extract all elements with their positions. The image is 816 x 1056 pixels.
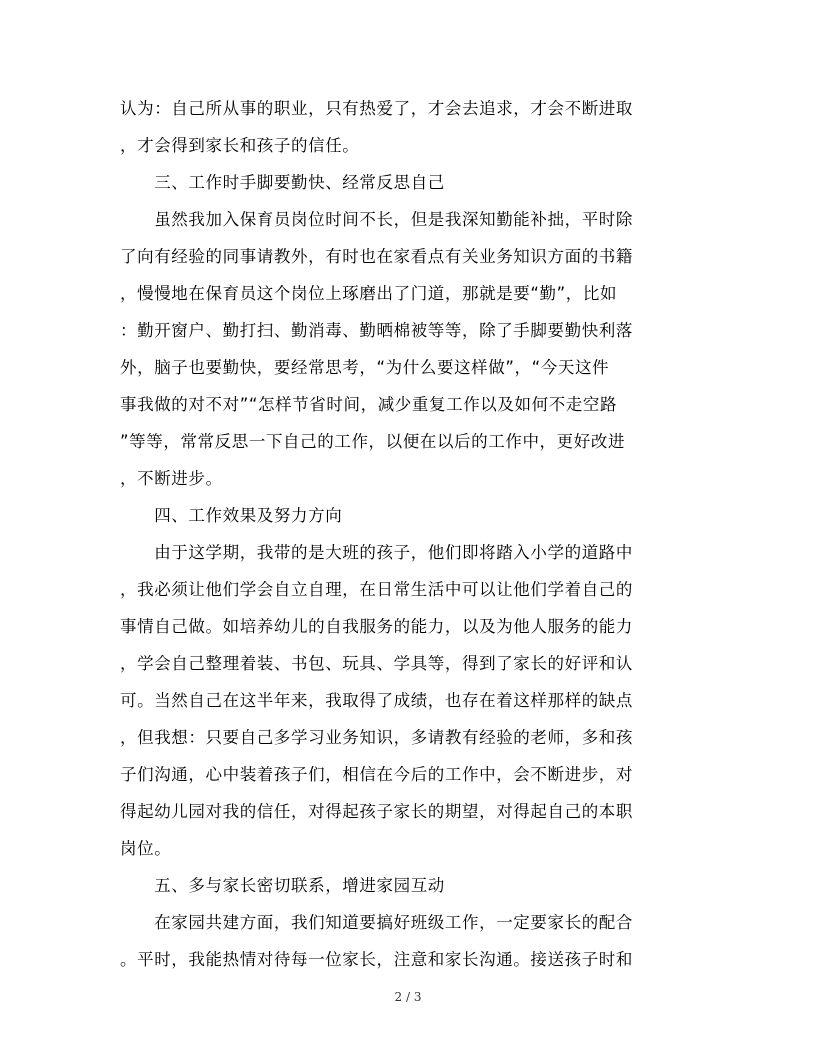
text-line: 。平时，我能热情对待每一位家长，注意和家长沟通。接送孩子时和 (120, 950, 633, 969)
text-line: 事情自己做。如培养幼儿的自我服务的能力，以及为他人服务的能力 (120, 617, 633, 636)
section-heading: 三、工作时手脚要勤快、经常反思自己 (120, 173, 445, 192)
text-line: 岗位。 (120, 839, 172, 858)
text-line: 得起幼儿园对我的信任，对得起孩子家长的期望，对得起自己的本职 (120, 802, 633, 821)
text-line: 子们沟通，心中装着孩子们，相信在今后的工作中，会不断进步，对 (120, 765, 633, 784)
text-line: 虽然我加入保育员岗位时间不长，但是我深知勤能补拙，平时除 (120, 210, 633, 229)
text-line: 在家园共建方面，我们知道要搞好班级工作，一定要家长的配合 (120, 913, 633, 932)
page-number: 2 / 3 (394, 990, 422, 1004)
text-line: ，我必须让他们学会自立自理，在日常生活中可以让他们学着自己的 (120, 580, 633, 599)
text-line: ：勤开窗户、勤打扫、勤消毒、勤晒棉被等等，除了手脚要勤快利落 (120, 321, 633, 340)
text-line: ，学会自己整理着装、书包、玩具、学具等，得到了家长的好评和认 (120, 654, 633, 673)
text-line: 可。当然自己在这半年来，我取得了成绩，也存在着这样那样的缺点 (120, 691, 633, 710)
text-line: ，慢慢地在保育员这个岗位上琢磨出了门道，那就是要“勤”，比如 (120, 284, 618, 303)
section-heading: 四、工作效果及努力方向 (120, 506, 343, 525)
text-line: ”等等，常常反思一下自己的工作，以便在以后的工作中，更好改进 (120, 432, 626, 451)
text-line: 了向有经验的同事请教外，有时也在家看点有关业务知识方面的书籍 (120, 247, 633, 266)
text-line: 认为：自己所从事的职业，只有热爱了，才会去追求，才会不断进取 (120, 99, 633, 118)
text-line: ，才会得到家长和孩子的信任。 (120, 136, 360, 155)
text-line: ，但我想：只要自己多学习业务知识，多请教有经验的老师，多和孩 (120, 728, 633, 747)
section-heading: 五、多与家长密切联系，增进家园互动 (120, 876, 445, 895)
text-line: 事我做的对不对”“怎样节省时间，减少重复工作以及如何不走空路 (120, 395, 618, 414)
text-line: 外，脑子也要勤快，要经常思考，“为什么要这样做”，“今天这件 (120, 358, 610, 377)
text-line: 由于这学期，我带的是大班的孩子，他们即将踏入小学的道路中 (120, 543, 633, 562)
text-line: ，不断进步。 (120, 469, 223, 488)
